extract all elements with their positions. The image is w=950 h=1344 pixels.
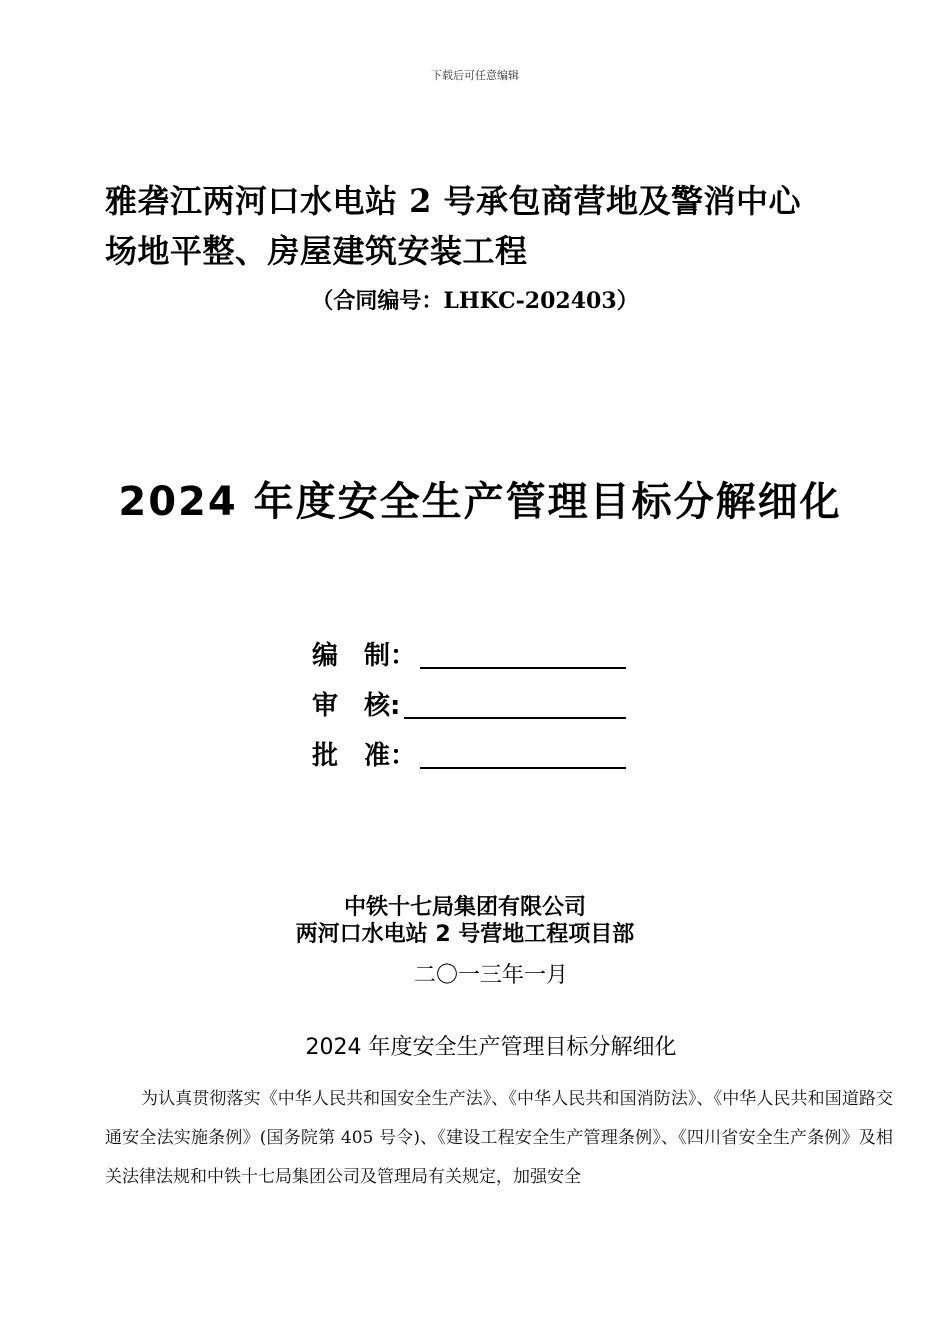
project-department-name: 两河口水电站 2 号营地工程项目部 bbox=[295, 922, 635, 947]
signature-row-reviewed bbox=[312, 678, 626, 728]
main-title: 2024 年度安全生产管理目标分解细化 bbox=[118, 479, 842, 525]
project-title bbox=[105, 176, 885, 276]
contract-number: （合同编号：LHKC-202403） bbox=[311, 288, 639, 314]
signature-line-approved[interactable] bbox=[420, 737, 626, 769]
organization-name: 中铁十七局集团有限公司 bbox=[343, 895, 586, 920]
header-note: 下载后可任意编辑 bbox=[431, 69, 519, 82]
signature-block bbox=[312, 628, 626, 778]
signature-row-approved bbox=[312, 728, 626, 778]
signature-line-prepared[interactable] bbox=[420, 637, 626, 669]
project-title-line-2: 场地平整、房屋建筑安装工程 bbox=[105, 232, 528, 270]
signature-label-prepared: 编 制： bbox=[312, 640, 417, 671]
signature-row-prepared bbox=[312, 628, 626, 678]
section-title: 2024 年度安全生产管理目标分解细化 bbox=[305, 1035, 677, 1060]
signature-label-approved: 批 准： bbox=[312, 740, 417, 771]
project-title-line-1: 雅砻江两河口水电站 2 号承包商营地及警消中心 bbox=[105, 182, 802, 220]
signature-line-reviewed[interactable] bbox=[404, 687, 626, 719]
document-date: 二〇一三年一月 bbox=[413, 963, 568, 988]
body-paragraph: 为认真贯彻落实《中华人民共和国安全生产法》、《中华人民共和国消防法》、《中华人民共和国道路交通安全法实施条例》(国务院第 405 号令)、《建设工程安全生产管理条例》、《四川省安全生产条例》及相关法律法规和中铁十七局集团公司及管理局有关规定，加强安全 bbox=[105, 1089, 893, 1187]
signature-label-reviewed: 审 核: bbox=[312, 690, 401, 721]
